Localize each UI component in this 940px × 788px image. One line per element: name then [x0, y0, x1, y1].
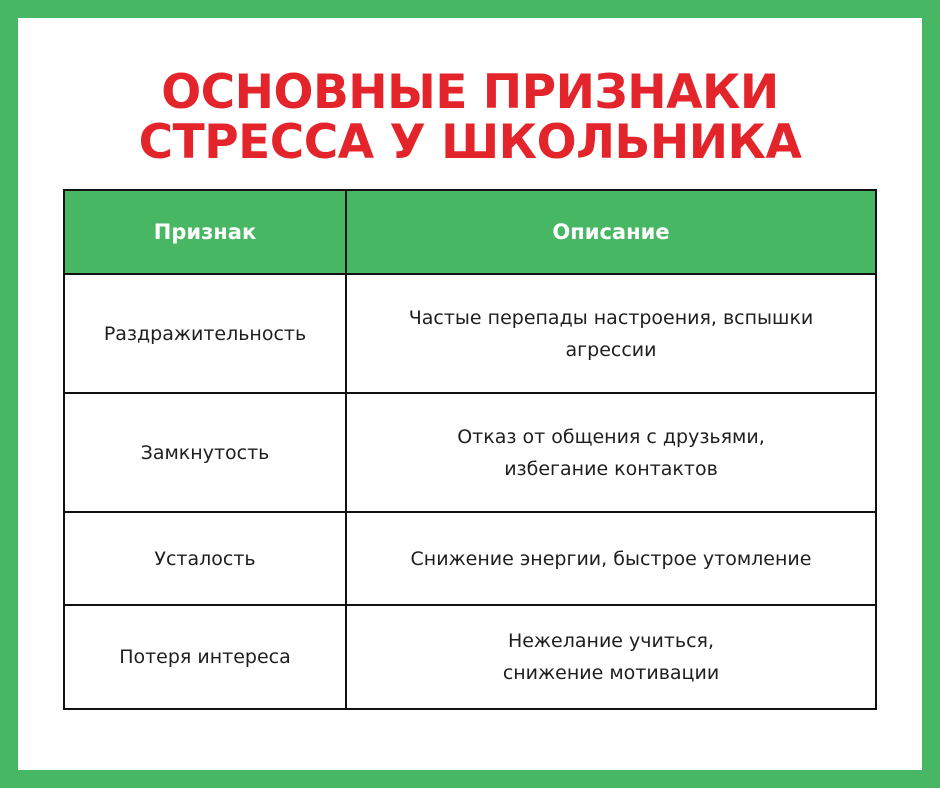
description-line: избегание контактов [504, 457, 718, 480]
sign-cell: Усталость [64, 512, 346, 605]
table-row [64, 274, 876, 393]
description-line: Частые перепады настроения, вспышки [408, 306, 814, 329]
table-row [64, 512, 876, 605]
table-row [64, 393, 876, 512]
table-row [64, 605, 876, 709]
description-cell [346, 605, 876, 709]
description-cell [346, 274, 876, 393]
description-line: Отказ от общения с друзьями, [457, 425, 765, 448]
title-line-2: СТРЕССА У ШКОЛЬНИКА [138, 115, 802, 170]
stress-signs-table [63, 189, 877, 710]
sign-cell: Раздражительность [64, 274, 346, 393]
sign-cell: Замкнутость [64, 393, 346, 512]
header-description: Описание [346, 190, 876, 274]
header-sign: Признак [64, 190, 346, 274]
page-title [18, 65, 922, 170]
description-line: Снижение энергии, быстрое утомление [410, 547, 812, 570]
description-cell [346, 512, 876, 605]
title-line-1: ОСНОВНЫЕ ПРИЗНАКИ [161, 65, 779, 120]
infographic-card [18, 18, 922, 770]
table-header-row [64, 190, 876, 274]
description-cell [346, 393, 876, 512]
description-line: снижение мотивации [502, 662, 720, 684]
description-line: Нежелание учиться, [507, 630, 715, 652]
description-line: агрессии [565, 338, 657, 361]
sign-cell: Потеря интереса [64, 605, 346, 709]
